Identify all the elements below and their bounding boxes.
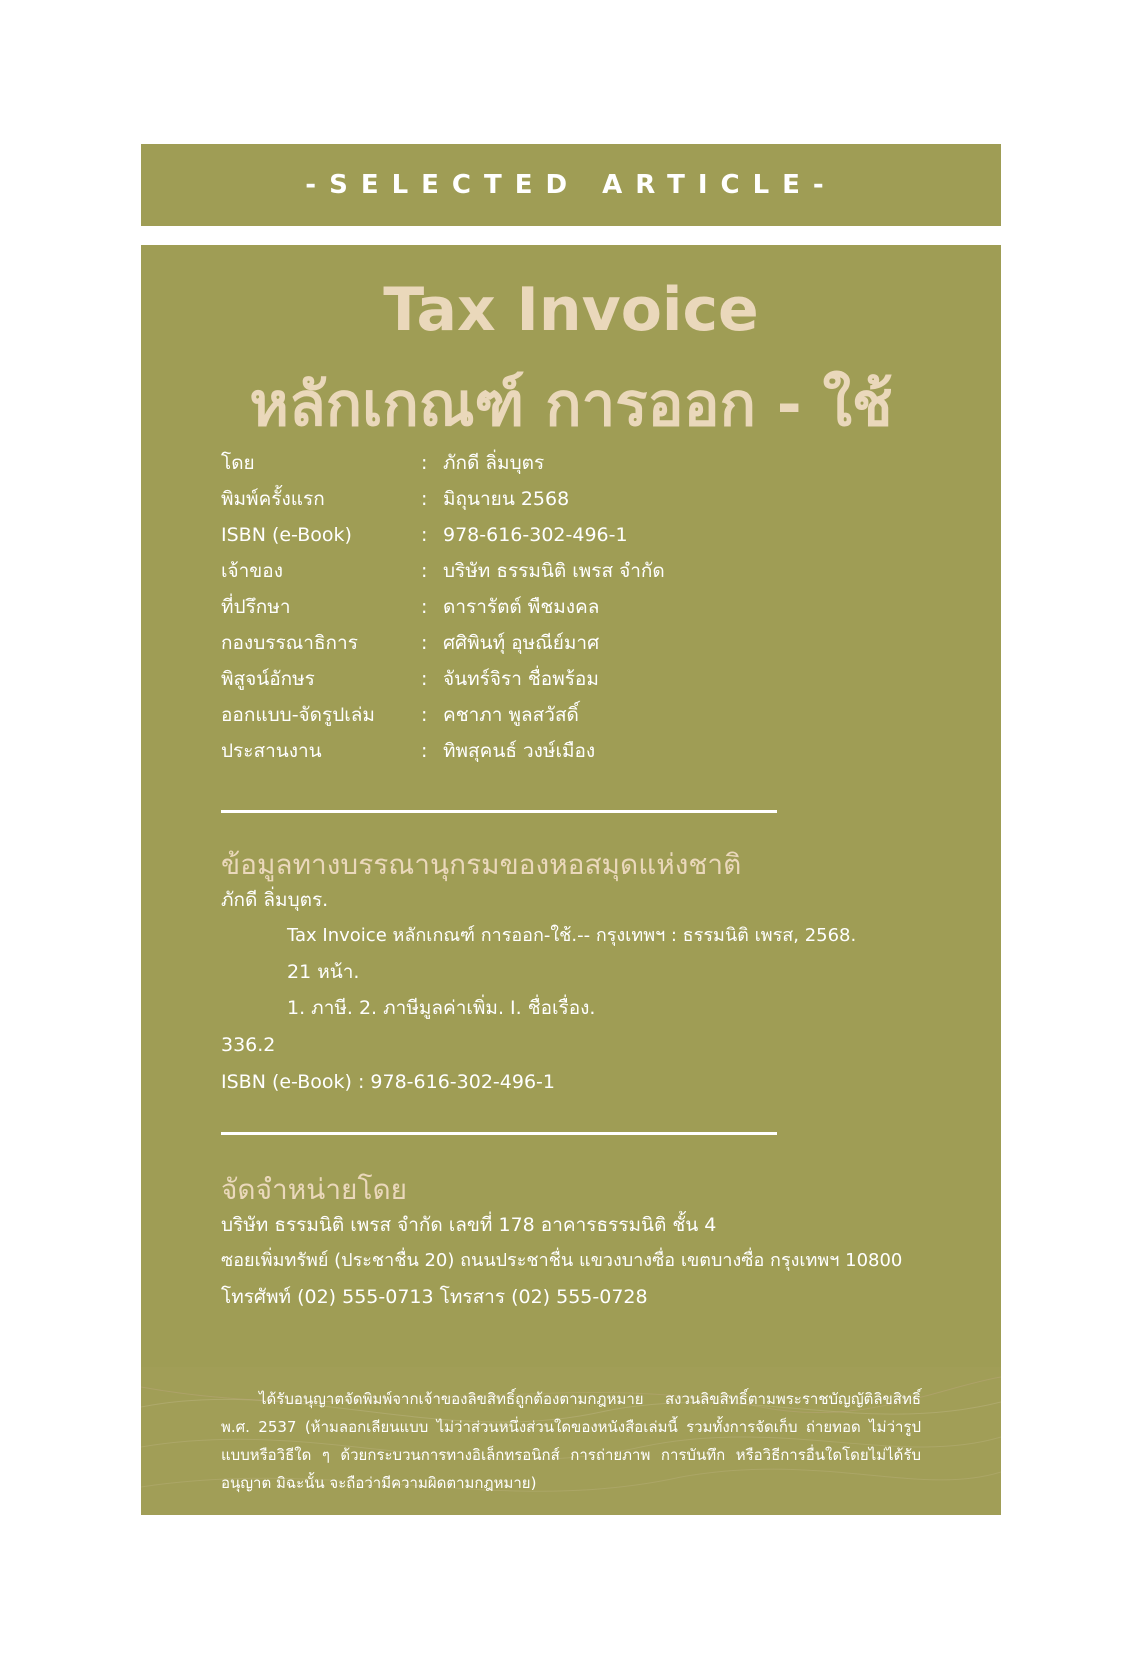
credit-row-advisor: [221, 589, 921, 625]
credit-colon: :: [421, 488, 428, 510]
credit-row-editorial: [221, 625, 921, 661]
distribution-heading: จัดจำหน่ายโดย: [221, 1173, 408, 1206]
credit-value: ศศิพินทุ์ อุษณีย์มาศ: [443, 632, 600, 654]
credit-row-first-print: [221, 481, 921, 517]
credit-value: จันทร์จิรา ชื่อพร้อม: [443, 668, 599, 690]
credit-row-author: [221, 445, 921, 481]
credit-label: กองบรรณาธิการ: [221, 632, 358, 654]
page-title-line1: Tax Invoice: [383, 275, 759, 345]
credit-row-isbn: [221, 517, 921, 553]
credit-row-proofreader: [221, 661, 921, 697]
credit-row-design: [221, 697, 921, 733]
credit-row-coordinator: [221, 733, 921, 769]
credit-value: ดารารัตต์ พืชมงคล: [443, 596, 600, 618]
selected-article-banner: [141, 144, 1001, 226]
credit-colon: :: [421, 524, 428, 546]
credit-colon: :: [421, 668, 428, 690]
credit-colon: :: [421, 704, 428, 726]
credit-colon: :: [421, 596, 428, 618]
credit-label: ที่ปรึกษา: [221, 596, 291, 618]
credit-label: โดย: [221, 452, 255, 474]
credit-label: พิสูจน์อักษร: [221, 668, 315, 690]
credit-value: บริษัท ธรรมนิติ เพรส จำกัด: [443, 560, 665, 582]
cip-subjects: 1. ภาษี. 2. ภาษีมูลค่าเพิ่ม. I. ชื่อเรื่อง.: [287, 997, 596, 1019]
cip-pages: 21 หน้า.: [287, 961, 360, 983]
credit-label: ออกแบบ-จัดรูปเล่ม: [221, 704, 375, 726]
copyright-notice-text: ได้รับอนุญาตจัดพิมพ์จากเจ้าของลิขสิทธิ์ถูกต้องตามกฎหมาย สงวนลิขสิทธิ์ตามพระราชบัญญัติลิขสิทธิ์ พ.ศ. 2537 (ห้ามลอกเลียนแบบ ไม่ว่าส่วนหนึ่งส่วนใดของหนังสือเล่มนี้ รวมทั้งการจัดเก็บ ถ่ายทอด ไม่ว่ารูปแบบหรือวิธีใด ๆ ด้วยกระบวนการทางอิเล็กทรอนิกส์ การถ่ายภาพ การบันทึก หรือวิธีการอื่นใดโดยไม่ได้รับอนุญาต มิฉะนั้น จะถือว่ามีความผิดตามกฎหมาย): [221, 1390, 921, 1492]
article-card: [141, 245, 1001, 1515]
distribution-phone: โทรศัพท์ (02) 555-0713 โทรสาร (02) 555-0728: [221, 1286, 648, 1308]
cip-isbn: ISBN (e-Book) : 978-616-302-496-1: [221, 1071, 555, 1093]
copyright-notice-box: [141, 1367, 1001, 1515]
credit-label: ประสานงาน: [221, 740, 322, 762]
credit-colon: :: [421, 632, 428, 654]
credit-value: ทิพสุคนธ์ วงษ์เมือง: [443, 740, 596, 762]
credit-row-owner: [221, 553, 921, 589]
cip-title-line: Tax Invoice หลักเกณฑ์ การออก-ใช้.-- กรุงเทพฯ : ธรรมนิติ เพรส, 2568.: [287, 925, 857, 946]
credit-label: พิมพ์ครั้งแรก: [221, 488, 325, 510]
credit-colon: :: [421, 452, 428, 474]
credit-colon: :: [421, 740, 428, 762]
distribution-address: ซอยเพิ่มทรัพย์ (ประชาชื่น 20) ถนนประชาชื่น แขวงบางซื่อ เขตบางซื่อ กรุงเทพฯ 10800: [221, 1250, 903, 1271]
cip-author: ภักดี ลิ่มบุตร.: [221, 889, 329, 911]
banner-label: -SELECTED ARTICLE-: [305, 170, 837, 200]
divider: [221, 810, 777, 813]
credit-label: ISBN (e-Book): [221, 524, 352, 546]
credit-value: 978-616-302-496-1: [443, 524, 628, 546]
credits-list: [221, 445, 921, 769]
credit-colon: :: [421, 560, 428, 582]
cip-heading: ข้อมูลทางบรรณานุกรมของหอสมุดแห่งชาติ: [221, 848, 742, 881]
page-title-line2: หลักเกณฑ์ การออก - ใช้: [249, 370, 893, 440]
credit-value: คชาภา พูลสวัสดิ์: [443, 704, 579, 726]
divider: [221, 1132, 777, 1135]
distribution-company: บริษัท ธรรมนิติ เพรส จำกัด เลขที่ 178 อาคารธรรมนิติ ชั้น 4: [221, 1214, 717, 1236]
cip-classification: 336.2: [221, 1034, 276, 1056]
credit-label: เจ้าของ: [221, 560, 283, 582]
credit-value: มิถุนายน 2568: [443, 488, 570, 510]
credit-value: ภักดี ลิ่มบุตร: [443, 452, 545, 474]
